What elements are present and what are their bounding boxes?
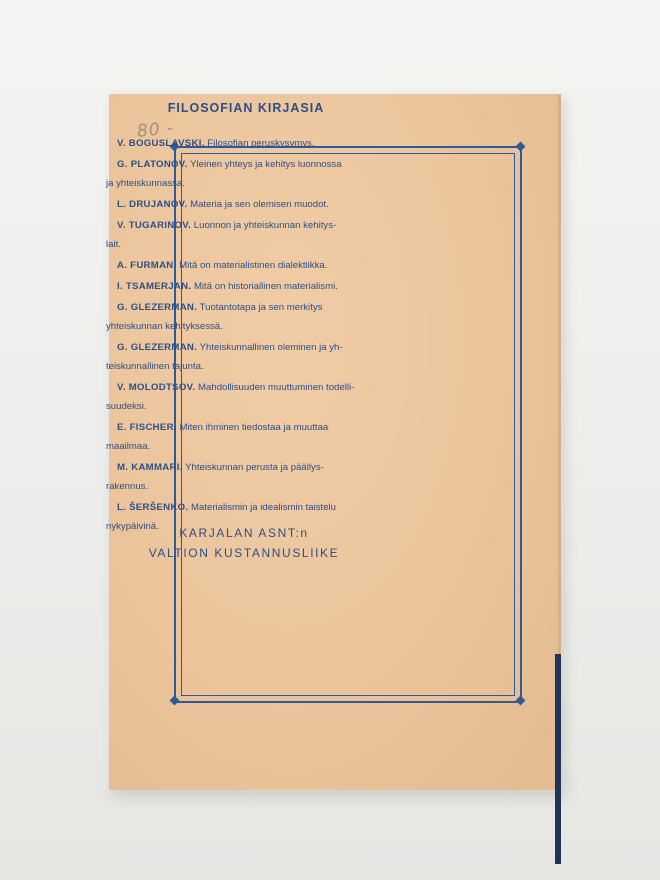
entry-title: Filosofian peruskysymys. — [207, 138, 315, 149]
entry-first-line — [115, 216, 377, 235]
entry-title: Miten ihminen tiedostaa ja muuttaa — [179, 422, 329, 433]
entry-title-continued: ja yhteiskunnassa. — [106, 178, 185, 189]
publisher-block — [115, 523, 373, 563]
publisher-line-2: VALTION KUSTANNUSLIIKE — [148, 546, 340, 560]
entry-title-continued: lait. — [106, 239, 121, 250]
entry-title-continued: rakennus. — [106, 481, 149, 492]
entry-author: G. GLEZERMAN. — [117, 302, 198, 313]
entry-author: G. PLATONOV. — [117, 159, 188, 170]
entry-first-line — [115, 338, 377, 357]
entry-title-continued: suudeksi. — [106, 401, 147, 412]
entry-title: Tuotantotapa ja sen merkitys — [199, 302, 323, 313]
entry-first-line — [115, 277, 377, 296]
entry-title-continued: yhteiskunnan kehityksessä. — [106, 321, 223, 332]
entry-first-line — [115, 155, 377, 174]
entry-author: V. BOGUSLAVSKI. — [117, 138, 205, 149]
entry-author: V. TUGARINOV. — [117, 220, 192, 231]
spine-edge — [555, 654, 561, 864]
publisher-line-1: KARJALAN ASNT:n — [179, 526, 309, 540]
entry-title: Materialismin ja idealismin taistelu — [190, 502, 337, 513]
list-item — [115, 256, 377, 275]
entry-first-line — [115, 418, 377, 437]
corner-ornament-bottom-right — [516, 696, 526, 706]
entry-author: I. TSAMERJAN. — [117, 281, 192, 292]
entry-first-line — [115, 498, 377, 517]
list-item — [106, 338, 377, 376]
entry-title: Yleinen yhteys ja kehitys luonnossa — [190, 159, 342, 170]
entry-title: Luonnon ja yhteiskunnan kehitys- — [193, 220, 337, 231]
entry-first-line — [115, 195, 377, 214]
entry-title-continued: maailmaa. — [106, 441, 151, 452]
list-item — [106, 298, 377, 336]
entry-first-line — [115, 256, 377, 275]
entry-title: Mitä on historiallinen materialismi. — [193, 281, 338, 292]
list-item — [115, 195, 377, 214]
list-item — [106, 378, 377, 416]
list-item — [106, 155, 377, 193]
pencil-annotation: 80 - — [136, 118, 176, 142]
list-heading: FILOSOFIAN KIRJASIA — [167, 101, 325, 115]
entry-first-line — [115, 378, 377, 397]
entry-first-line — [115, 298, 377, 317]
entry-first-line — [115, 134, 377, 153]
entry-author: G. GLEZERMAN. — [117, 342, 198, 353]
list-item — [106, 418, 377, 456]
entry-author: L. DRUJANOV. — [117, 199, 188, 210]
entries-list — [106, 134, 377, 536]
entry-title: Yhteiskunnallinen oleminen ja yh- — [199, 342, 343, 353]
entry-title: Yhteiskunnan perusta ja päällys- — [185, 462, 324, 473]
entry-title-continued: nykypäivinä. — [106, 521, 159, 532]
list-item — [106, 216, 377, 254]
entry-title: Mahdollisuuden muuttuminen todelli- — [198, 382, 355, 393]
entry-author: L. ŠERŠENKO. — [117, 502, 189, 513]
entry-title-continued: teiskunnallinen tajunta. — [106, 361, 204, 372]
entry-author: E. FISCHER. — [117, 422, 177, 433]
entry-author: A. FURMAN. — [117, 260, 177, 271]
entry-title: Mitä on materialistinen dialektiikka. — [179, 260, 328, 271]
entry-first-line — [115, 458, 377, 477]
book-list — [106, 100, 377, 538]
list-item — [115, 134, 377, 153]
entry-author: M. KAMMARI. — [117, 462, 183, 473]
list-item — [115, 277, 377, 296]
entry-title: Materia ja sen olemisen muodot. — [190, 199, 329, 210]
list-item — [106, 458, 377, 496]
entry-author: V. MOLODTSOV. — [117, 382, 196, 393]
